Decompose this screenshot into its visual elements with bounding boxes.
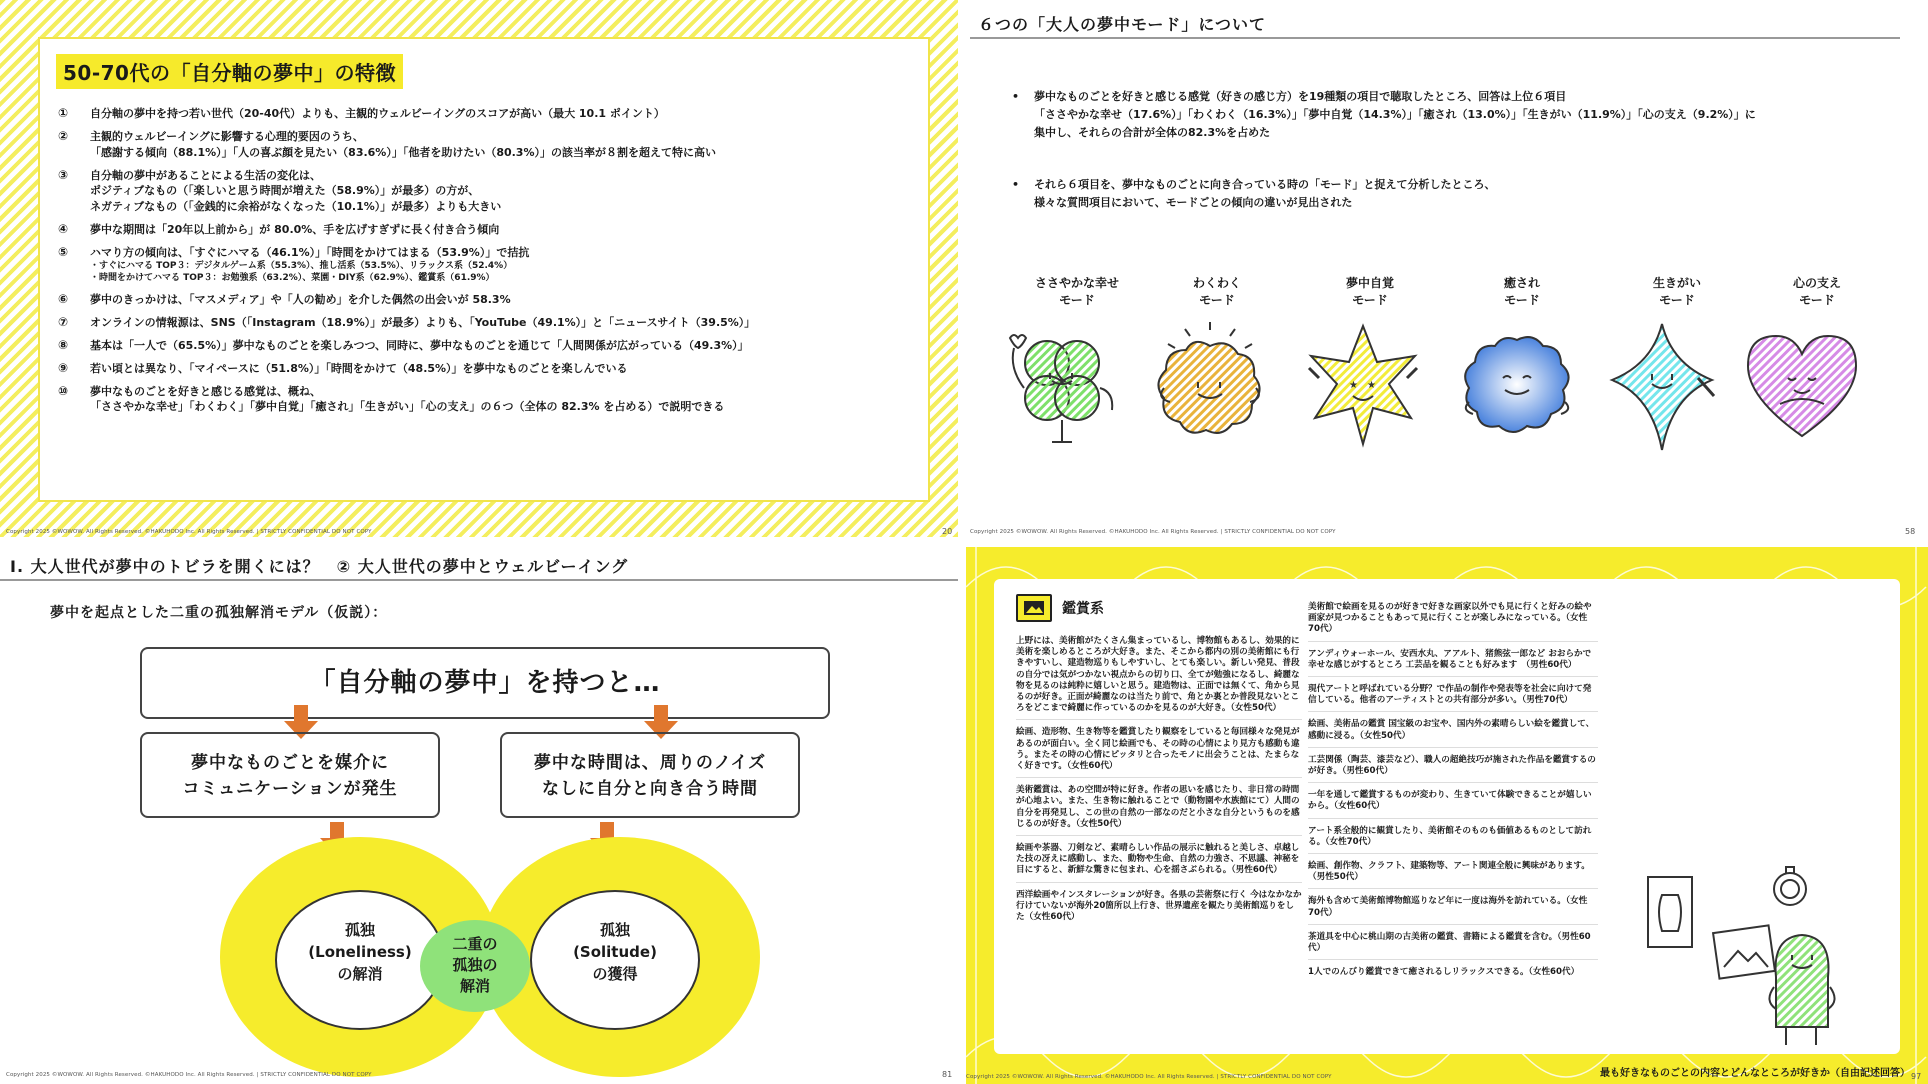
cloud-character-icon [1457, 318, 1577, 458]
premise-box: 「自分軸の夢中」を持つと… [140, 647, 830, 719]
slide-modes [970, 0, 1928, 537]
item-line: ハマり方の傾向は、「すぐにハマる（46.1%）」「時間をかけてはまる（53.9%）」で拮抗 [90, 245, 530, 259]
characteristic-item [58, 222, 918, 238]
diamond-character-icon [1602, 318, 1722, 458]
slide2-page-number: 58 [1905, 527, 1916, 536]
mode-suffix: モード [1199, 293, 1235, 307]
item-line: 自分軸の夢中を持つ若い世代（20-40代）よりも、主観的ウェルビーイングのスコアが高い（最大 10.1 ポイント） [90, 107, 665, 120]
model-subtitle: 夢中を起点とした二重の孤独解消モデル（仮説）： [50, 605, 388, 621]
box-line: 夢中な時間は、周りのノイズ [533, 753, 767, 773]
circle-line: 孤独 [344, 921, 375, 939]
circle-line: の獲得 [592, 965, 638, 983]
bullet-1-line: 「ささやかな幸せ（17.6%）」「わくわく（16.3%）」「夢中自覚（14.3%）」「癒され（13.0%）」「生きがい（11.9%）」「心の支え（9.2%）」に [1034, 108, 1756, 121]
slide1-title: 50-70代の「自分軸の夢中」の特徴 [56, 54, 403, 89]
characteristic-item [58, 129, 918, 160]
mode-name: 癒され [1503, 276, 1540, 290]
slide3-title: I. 大人世代が夢中のトビラを開くには？ ② 大人世代の夢中とウェルビーイング [10, 557, 629, 576]
item-line: オンラインの情報源は、SNS（「Instagram（18.9%）」が最多）よりも、「YouTube（49.1%）」と「ニュースサイト（39.5%）」 [90, 315, 756, 329]
solitude-circle [530, 890, 700, 1030]
mode-label-healing [1457, 275, 1587, 309]
slide4-page-number: 97 [1911, 1072, 1922, 1081]
characteristics-list [58, 106, 918, 422]
mode-name: 夢中自覚 [1345, 276, 1394, 290]
quote-entry: 海外も含めて美術館博物館巡りなど年に一度は海外を訪れている。（女性70代） [1308, 894, 1598, 924]
circle-line: の解消 [337, 965, 383, 983]
bullet-1 [1012, 88, 1892, 142]
item-body [90, 222, 499, 238]
item-number: ⑥ [58, 291, 69, 306]
bullet-2-line: • それら６項目を、夢中なものごとに向き合っている時の「モード」と捉えて分析したところ、 [1034, 178, 1496, 191]
slide4-footer: Copyright 2025 ©WOWOW. All Rights Reserved. ©HAKUHODO Inc. All Rights Reserved. | STRICTLY CONFIDENTIAL DO NOT COPY [966, 1074, 1332, 1080]
characteristic-item [58, 361, 918, 377]
title-divider [970, 37, 1900, 39]
mode-suffix: モード [1799, 293, 1835, 307]
category-header [1016, 594, 1104, 622]
quote-entry: 絵画や茶器、刀剣など、素晴らしい作品の展示に触れると美しさ、卓越した技の冴えに感動し、また、動物や生命、自然の力強さ、不思議、神秘を目にすると、新鮮な驚きに包まれ、心を揺さぶられる。（男性60代） [1016, 841, 1302, 883]
item-number: ① [58, 106, 69, 120]
item-body [90, 361, 628, 377]
item-line: 「ささやかな幸せ」「わくわく」「夢中自覚」「癒され」「生きがい」「心の支え」の６つ（全体の 82.3% を占める）で説明できる [90, 400, 725, 413]
item-line: 「感謝する傾向（88.1%）」「人の喜ぶ顔を見たい（83.6%）」「他者を助けたい（80.3%）」の該当率が８割を超えて特に高い [90, 145, 716, 159]
mode-suffix: モード [1659, 293, 1695, 307]
mode-suffix: モード [1352, 293, 1388, 307]
item-number: ⑨ [58, 360, 69, 375]
item-line: 若い頃とは異なり、「マイペースに（51.8%）」「時間をかけて（48.5%）」を夢中なものごとを楽しんでいる [90, 361, 628, 375]
slide2-footer: Copyright 2025 ©WOWOW. All Rights Reserved. ©HAKUHODO Inc. All Rights Reserved. | STRICTLY CONFIDENTIAL DO NOT COPY [970, 529, 1336, 535]
item-line: 自分軸の夢中があることによる生活の変化は、 [90, 168, 321, 182]
item-line: 基本は「一人で（65.5%）」夢中なものごとを楽しみつつ、同時に、夢中なものごとを通じて「人間関係が広がっている（49.3%）」 [90, 338, 749, 352]
item-line: 主観的ウェルビーイングに影響する心理的要因のうち、 [90, 130, 364, 143]
mode-name: ささやかな幸せ [1034, 276, 1119, 290]
museum-character-icon [1606, 837, 1866, 1052]
badge-line: 孤独の [452, 956, 498, 974]
quote-entry: 一年を通して鑑賞するものが変わり、生きていて体験できることが嬉しいから。（女性60代） [1308, 788, 1598, 818]
characteristic-item [58, 384, 918, 415]
item-body [90, 106, 665, 122]
quote-entry: 美術館で絵画を見るのが好きで好きな画家以外でも見に行くと好みの絵や画家が見つかることもあって見に行くことが楽しみになっている。（女性70代） [1308, 600, 1598, 642]
slide2-title: ６つの「大人の夢中モード」について [978, 15, 1267, 34]
box-line: コミュニケーションが発生 [182, 779, 398, 799]
self-time-box [500, 732, 800, 818]
svg-text:★: ★ [1349, 380, 1358, 391]
item-body [90, 338, 749, 354]
slide4-caption: 最も好きなものごとの内容とどんなところが好きか（自由記述回答） [1600, 1068, 1910, 1079]
item-subline: ・時間をかけてハマる TOP３：お勉強系（63.2%）、菜園・DIY系（62.9%）、鑑賞系（61.9%） [90, 273, 495, 283]
title-divider [0, 579, 958, 581]
item-line: 夢中なものごとを好きと感じる感覚は、概ね、 [90, 384, 321, 398]
quote-entry: 1人でのんびり鑑賞できて癒されるしリラックスできる。（女性60代） [1308, 967, 1580, 978]
slide-characteristics [0, 0, 958, 537]
slide3-footer: Copyright 2025 ©WOWOW. All Rights Reserved. ©HAKUHODO Inc. All Rights Reserved. | STRICTLY CONFIDENTIAL DO NOT COPY [6, 1072, 372, 1078]
characteristic-item [58, 315, 918, 331]
mode-label-excitement [1152, 275, 1282, 309]
characteristic-item [58, 106, 918, 122]
quote-entry: 現代アートと呼ばれている分野？で作品の制作や発表等を社会に向けて発信している。他者のアーティストとの共有部分が多い。（男性70代） [1308, 682, 1598, 712]
quotes-right-column [1308, 600, 1598, 988]
item-body [90, 245, 529, 285]
quote-entry: 上野には、美術館がたくさん集まっているし、博物館もあるし、効果的に美術を楽しめるところが大好き。また、そこから都内の別の美術館にも行きやすいし、建造物巡りもしやすいし、とても楽しい。新しい発見、普段の自分では気がつかない視点からの切り口、全てが勉強になるし、綺麗な物を見るのは純粋に嬉しいと思う。建造物は、正面では無くて、角から見るのが好き。正面が綺麗なのは当たり前で、角とか裏とか普段見ないところをどこまで綺麗に作っているのかを見るのが大好き。（女性50代） [1016, 634, 1302, 720]
item-body [90, 384, 724, 415]
characteristic-item [58, 338, 918, 354]
item-body [90, 292, 511, 308]
item-number: ② [58, 129, 69, 143]
characteristic-item [58, 245, 918, 285]
item-line: 夢中な期間は「20年以上前から」が 80.0%、手を広げすぎずに長く付き合う傾向 [90, 222, 500, 236]
bullet-1-line: 集中し、それらの合計が全体の82.3%を占めた [1034, 126, 1271, 139]
quote-entry: 絵画、造形物、生き物等を鑑賞したり観察をしていると毎回様々な発見があるのが面白い。全く同じ絵画でも、その時の心情により見方も感動も違う。またその時の心情にピッタリと合ったモノに出会うことは、たまらなく好きです。（女性60代） [1016, 725, 1302, 778]
mode-label-support [1752, 275, 1882, 309]
item-number: ⑧ [58, 337, 69, 352]
item-line: 夢中のきっかけは、「マスメディア」や「人の勧め」を介した偶然の出会いが 58.3% [90, 292, 511, 306]
circle-line: 孤独 [599, 921, 630, 939]
double-resolution-badge [420, 920, 530, 1012]
svg-text:★: ★ [1367, 380, 1376, 391]
bullet-2-line: 様々な質問項目において、モードごとの傾向の違いが見出された [1034, 196, 1353, 209]
item-body [90, 168, 501, 215]
badge-line: 解消 [459, 977, 490, 995]
category-label: 鑑賞系 [1062, 601, 1104, 617]
flower-character-icon [1150, 318, 1270, 458]
item-number: ④ [58, 221, 69, 236]
bullet-1-line: • 夢中なものごとを好きと感じる感覚（好きの感じ方）を19種類の項目で聴取したところ、回答は上位６項目 [1034, 90, 1567, 103]
slide1-page-number: 20 [942, 527, 953, 536]
slide-appreciation-quotes [966, 547, 1928, 1084]
mode-name: 心の支え [1792, 276, 1841, 290]
heart-character-icon [1742, 318, 1862, 458]
quote-entry: 絵画、美術品の鑑賞 国宝級のお宝や、国内外の素晴らしい絵を鑑賞して、感動に浸る。（女性50代） [1308, 717, 1598, 747]
item-number: ⑤ [58, 244, 69, 259]
star-character-icon [1303, 318, 1423, 458]
mode-name: 生きがい [1652, 276, 1701, 290]
characteristics-box [38, 37, 930, 502]
slide3-page-number: 81 [942, 1070, 953, 1079]
badge-line: 二重の [452, 935, 498, 953]
quote-entry: アンディウォーホール、安西水丸、アアルト、猪熊弦一郎など おおらかで幸せな感じがするところ 工芸品を観ることも好みます （男性60代） [1308, 647, 1598, 677]
circle-line: (Solitude) [573, 943, 657, 961]
bullet-2 [1012, 176, 1892, 212]
box-line: 夢中なものごとを媒介に [191, 753, 389, 773]
characteristic-item [58, 168, 918, 215]
item-body [90, 315, 755, 331]
mode-suffix: モード [1059, 293, 1095, 307]
circle-line: (Loneliness) [308, 943, 412, 961]
characteristic-item [58, 292, 918, 308]
mode-name: わくわく [1192, 276, 1241, 290]
clover-character-icon [1002, 318, 1122, 458]
mode-label-absorption [1305, 275, 1435, 309]
item-body [90, 129, 716, 160]
box-line: なしに自分と向き合う時間 [542, 779, 758, 799]
slide1-footer: Copyright 2025 ©WOWOW. All Rights Reserved. ©HAKUHODO Inc. All Rights Reserved. | STRICTLY CONFIDENTIAL DO NOT COPY [6, 529, 372, 535]
picture-frame-icon [1016, 594, 1052, 622]
item-number: ③ [58, 167, 69, 182]
item-subline: ・すぐにハマる TOP３：デジタルゲーム系（55.3%）、推し活系（53.5%）、リラックス系（52.4%） [90, 261, 513, 271]
mode-label-small-happiness [1012, 275, 1142, 309]
mode-label-purpose [1612, 275, 1742, 309]
communication-box [140, 732, 440, 818]
quote-entry: 西洋絵画やインスタレーションが好き。各県の芸術祭に行く 今はなかなか行けていないが海外20箇所以上行き、世界遺産を観たり美術館巡りをした（女性60代） [1016, 889, 1302, 923]
item-line: ネガティブなもの（「金銭的に余裕がなくなった（10.1%）」が最多）よりも大きい [90, 199, 502, 213]
item-number: ⑩ [58, 383, 69, 398]
item-line: ポジティブなもの（「楽しいと思う時間が増えた（58.9%）」が最多）の方が、 [90, 184, 480, 197]
quote-entry: アート系全般的に観賞したり、美術館そのものも価値あるものとして訪れる。（女性70代） [1308, 824, 1598, 854]
slide-loneliness-model [0, 547, 958, 1084]
quote-entry: 美術鑑賞は、あの空間が特に好き。作者の思いを感じたり、非日常の時間が心地よい。また、生き物に触れることで（動物園や水族館にて）人間の自分を再発見し、この世の自然の一部なのだと小さな自分というものを感じるのが好き。（女性50代） [1016, 783, 1302, 836]
item-number: ⑦ [58, 314, 69, 329]
quote-entry: 工芸関係（陶芸、漆芸など）、職人の超絶技巧が施された作品を鑑賞するのが好き。（男性60代） [1308, 753, 1598, 783]
mode-suffix: モード [1504, 293, 1540, 307]
quote-entry: 絵画、創作物、クラフト、建築物等、アート関連全般に興味があります。（男性50代） [1308, 859, 1598, 889]
quote-entry: 茶道具を中心に桃山期の古美術の鑑賞、書籍による鑑賞を含む。（男性60代） [1308, 930, 1598, 960]
quotes-left-column [1016, 634, 1302, 933]
